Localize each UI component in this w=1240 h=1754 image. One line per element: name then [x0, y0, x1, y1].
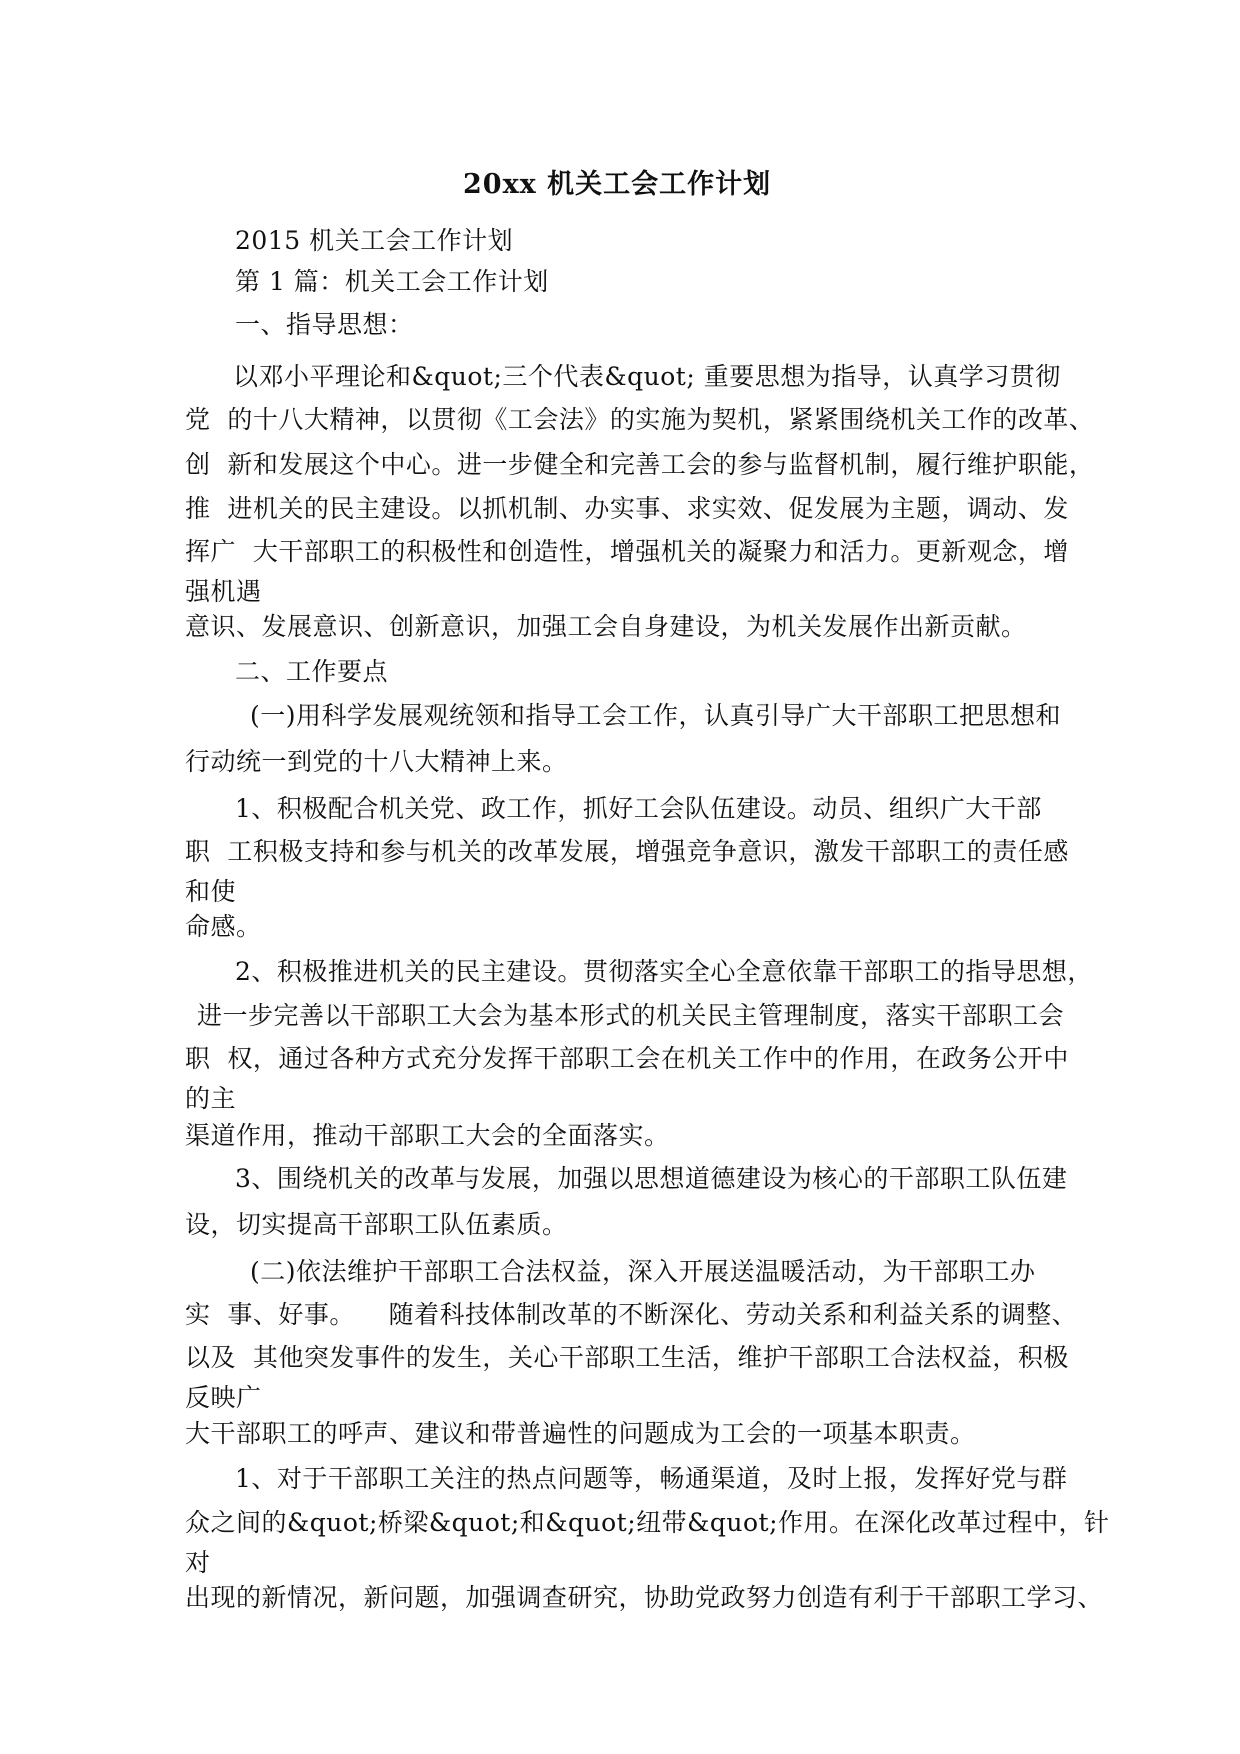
text-line: 大干部职工的呼声、建议和带普遍性的问题成为工会的一项基本职责。: [185, 1419, 976, 1448]
text-line: 推 进机关的民主建设。以抓机制、办实事、求实效、促发展为主题，调动、发: [185, 494, 1069, 523]
text-line: 和使: [185, 877, 237, 906]
section-heading-work-points: 二、工作要点: [235, 657, 389, 686]
text-line: 的主: [185, 1084, 237, 1113]
text-line: 强机遇: [185, 577, 262, 606]
text-line: 行动统一到党的十八大精神上来。: [185, 747, 568, 776]
text-line: 创 新和发展这个中心。进一步健全和完善工会的参与监督机制，履行维护职能，: [185, 450, 1095, 479]
text-line: 意识、发展意识、创新意识，加强工会自身建设，为机关发展作出新贡献。: [185, 612, 1027, 641]
text-line: 实 事、好事。 随着科技体制改革的不断深化、劳动关系和利益关系的调整、: [185, 1300, 1078, 1329]
document-title: 20xx 机关工会工作计划: [463, 169, 772, 200]
text-line: 众之间的&quot;桥梁&quot;和&quot;纽带&quot;作用。在深化改革过程中，针: [185, 1508, 1110, 1537]
text-line: 命感。: [185, 912, 262, 941]
text-line: 反映广: [185, 1383, 262, 1412]
subtitle: 2015 机关工会工作计划: [235, 226, 514, 255]
text-line: 1、积极配合机关党、政工作，抓好工会队伍建设。动员、组织广大干部: [235, 794, 1042, 823]
text-line: 党 的十八大精神，以贯彻《工会法》的实施为契机，紧紧围绕机关工作的改革、: [185, 405, 1095, 434]
section-heading-guiding-thought: 一、指导思想：: [235, 310, 414, 339]
text-line: 以邓小平理论和&quot;三个代表&quot; 重要思想为指导，认真学习贯彻: [233, 362, 1061, 391]
text-line: 职 权，通过各种方式充分发挥干部职工会在机关工作中的作用，在政务公开中: [185, 1044, 1069, 1073]
text-line: (二)依法维护干部职工合法权益，深入开展送温暖活动，为干部职工办: [250, 1257, 1036, 1286]
text-line: (一)用科学发展观统领和指导工会工作，认真引导广大干部职工把思想和: [250, 701, 1062, 730]
text-line: 职 工积极支持和参与机关的改革发展，增强竞争意识，激发干部职工的责任感: [185, 837, 1069, 866]
text-line: 进一步完善以干部职工大会为基本形式的机关民主管理制度，落实干部职工会: [197, 1001, 1065, 1030]
text-line: 挥广 大干部职工的积极性和创造性，增强机关的凝聚力和活力。更新观念，增: [185, 537, 1069, 566]
text-line: 对: [185, 1548, 211, 1577]
text-line: 3、围绕机关的改革与发展，加强以思想道德建设为核心的干部职工队伍建: [235, 1164, 1068, 1193]
text-line: 设，切实提高干部职工队伍素质。: [185, 1210, 568, 1239]
text-line: 1、对于干部职工关注的热点问题等，畅通渠道，及时上报，发挥好党与群: [235, 1464, 1068, 1493]
text-line: 渠道作用，推动干部职工大会的全面落实。: [185, 1121, 670, 1150]
chapter-heading: 第 1 篇：机关工会工作计划: [235, 267, 549, 296]
text-line: 2、积极推进机关的民主建设。贯彻落实全心全意依靠干部职工的指导思想，: [235, 957, 1093, 986]
text-line: 以及 其他突发事件的发生，关心干部职工生活，维护干部职工合法权益，积极: [185, 1343, 1069, 1372]
text-line: 出现的新情况，新问题，加强调查研究，协助党政努力创造有利于干部职工学习、: [185, 1583, 1104, 1612]
